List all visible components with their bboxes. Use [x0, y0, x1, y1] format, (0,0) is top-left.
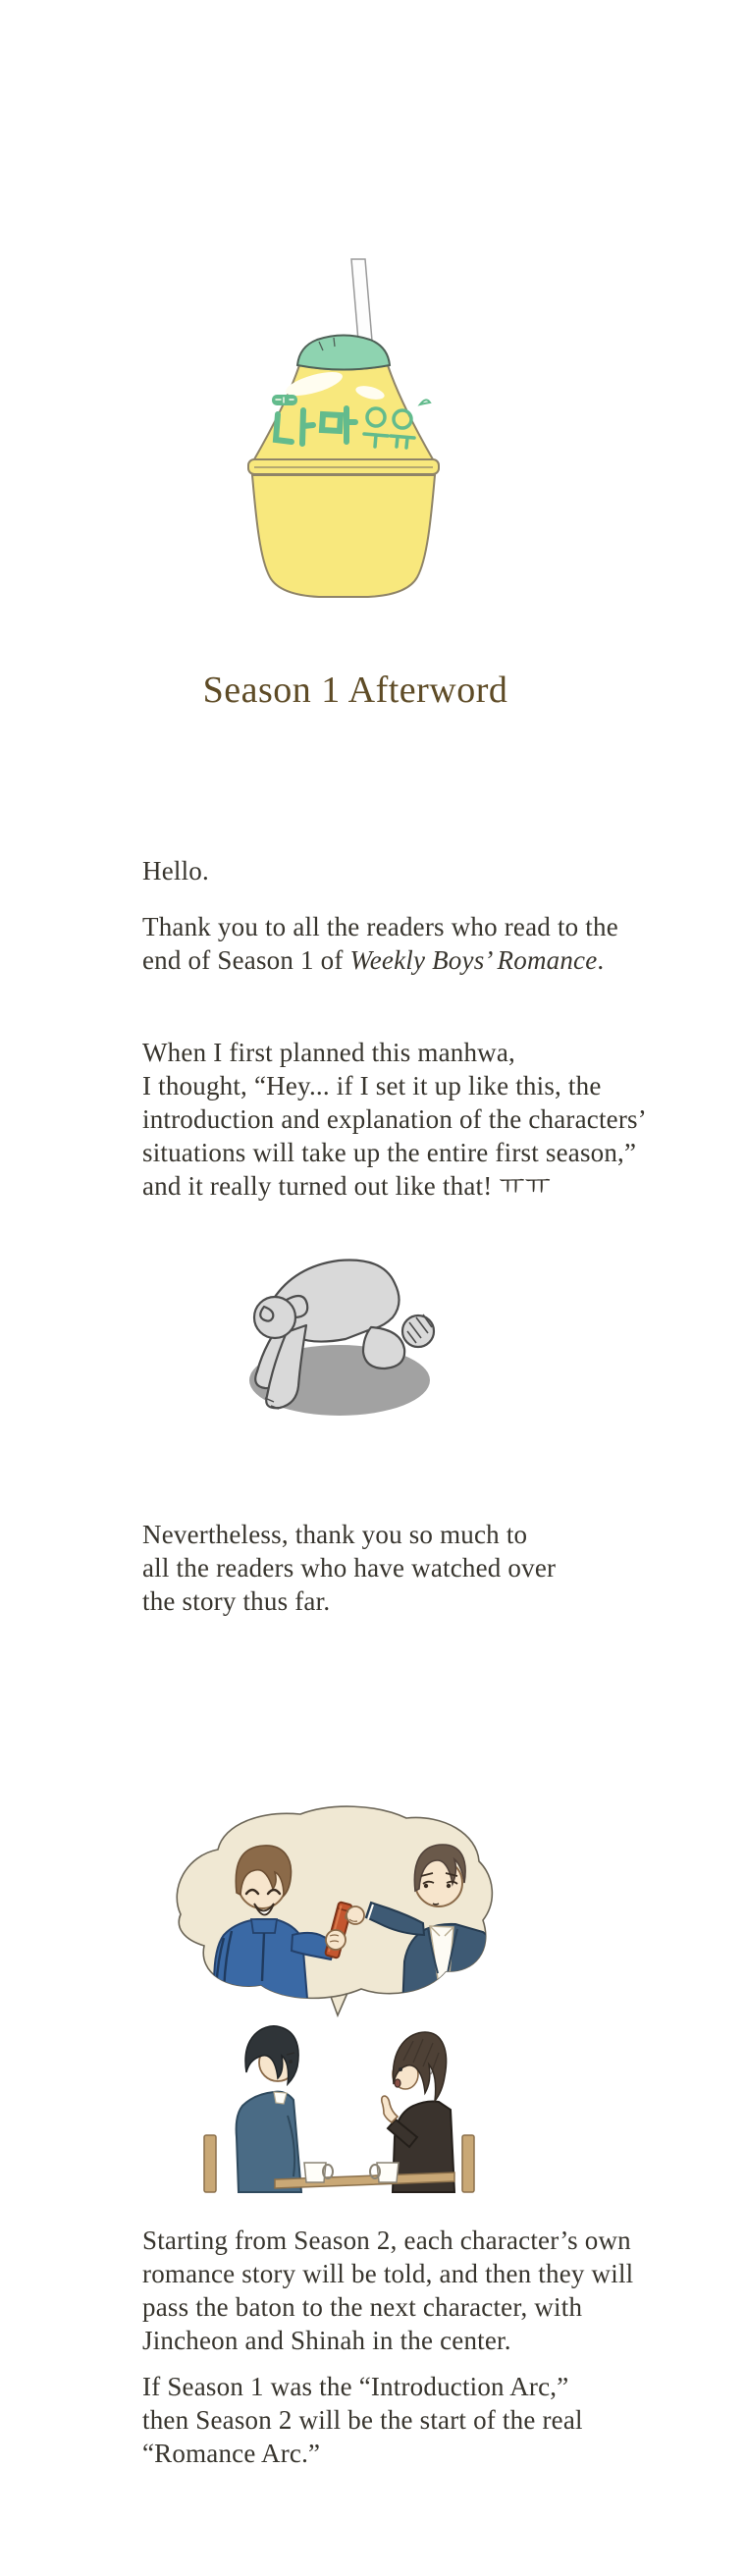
shirt-collar — [274, 2092, 287, 2104]
hair — [393, 2032, 446, 2101]
text-line: If Season 1 was the “Introduction Arc,” — [142, 2372, 569, 2401]
paragraph-nevertheless — [142, 1518, 556, 1618]
left-fist — [326, 1930, 346, 1950]
collar — [251, 1919, 277, 1933]
thought-bubble-illustration — [167, 1804, 506, 2025]
pupil — [447, 1884, 451, 1888]
folded-leg — [363, 1327, 404, 1368]
pupil — [424, 1884, 428, 1888]
chair-back-left — [204, 2135, 216, 2192]
text-segment: . — [597, 945, 605, 975]
page-title: Season 1 Afterword — [202, 670, 508, 711]
jacket — [237, 2092, 301, 2192]
text-line — [142, 943, 618, 977]
text-line: “Romance Arc.” — [142, 2439, 321, 2468]
eye — [399, 2067, 402, 2071]
table-scene-illustration — [191, 2017, 486, 2196]
eye — [289, 2060, 293, 2064]
text-line: situations will take up the entire first season,” — [142, 1138, 637, 1167]
chair-back-right — [462, 2135, 474, 2192]
pointing-hand — [382, 2096, 398, 2122]
straw — [351, 259, 372, 341]
text-line: pass the baton to the next character, with — [142, 2292, 583, 2322]
paragraph-season2 — [142, 2224, 633, 2357]
text-line: all the readers who have watched over — [142, 1553, 557, 1583]
sitting-character-left — [237, 2026, 301, 2192]
text-line: introduction and explanation of the characters’ — [142, 1104, 647, 1134]
paragraph-planning — [142, 1036, 647, 1203]
open-mouth — [395, 2079, 400, 2087]
text-line: When I first planned this manhwa, — [142, 1038, 515, 1067]
paragraph-hello — [142, 854, 209, 887]
text-line: romance story will be told, and then they will — [142, 2259, 634, 2288]
bottle-cap — [297, 336, 390, 370]
series-title-italic: Weekly Boys’ Romance — [349, 945, 598, 975]
paragraph-arc — [142, 2370, 583, 2470]
text-line: and it really turned out like that! ㅠㅠ — [142, 1171, 551, 1201]
paragraph-thanks — [142, 910, 618, 977]
text-line: Starting from Season 2, each character’s own — [142, 2226, 631, 2255]
text-line: Jincheon and Shinah in the center. — [142, 2326, 511, 2355]
bowing-figure-illustration — [236, 1249, 447, 1425]
banana-milk-bottle-illustration — [221, 245, 447, 609]
text-line: Nevertheless, thank you so much to — [142, 1520, 528, 1549]
text-line: I thought, “Hey... if I set it up like this, the — [142, 1071, 602, 1100]
text-line: Thank you to all the readers who read to the — [142, 912, 618, 941]
text-line: the story thus far. — [142, 1586, 331, 1616]
text-line: Hello. — [142, 856, 209, 886]
text-line: then Season 2 will be the start of the real — [142, 2405, 583, 2435]
text-segment: end of Season 1 of — [142, 945, 350, 975]
